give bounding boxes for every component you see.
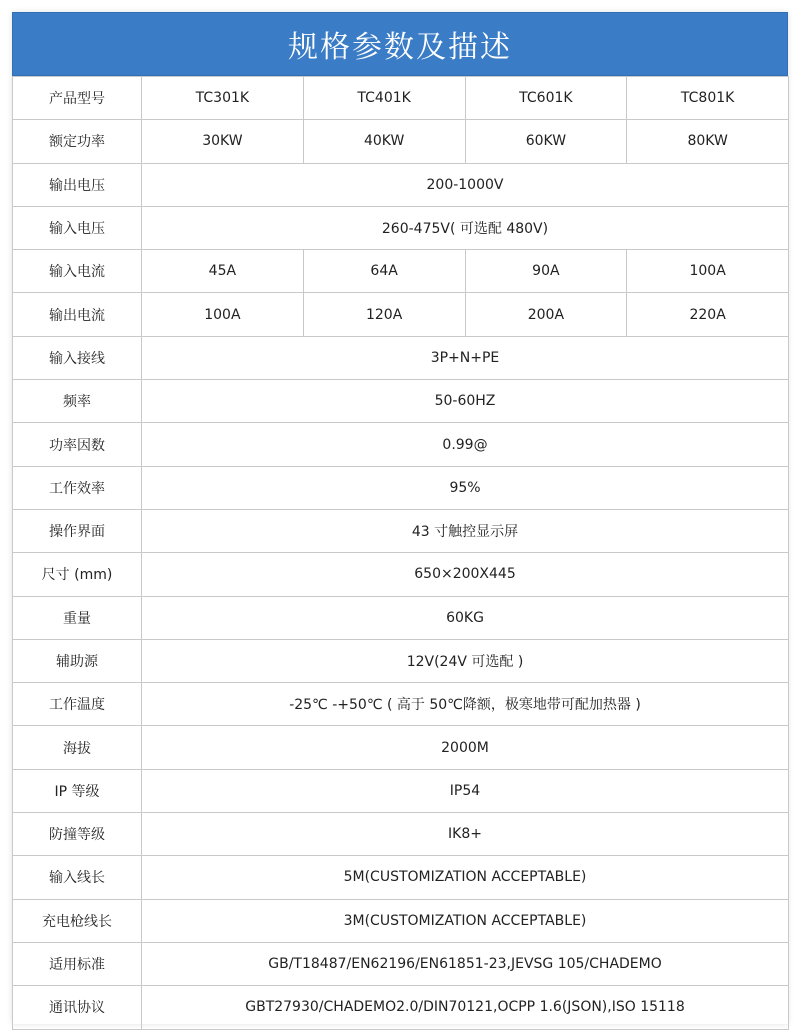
- spec-row-value: 3P+N+PE: [142, 336, 789, 379]
- spec-row-label: 额定功率: [13, 120, 142, 163]
- spec-row-label: 输入线长: [13, 856, 142, 899]
- spec-row: [13, 509, 789, 552]
- spec-row-value: 100A: [627, 250, 789, 293]
- spec-row-label: 充电枪线长: [13, 899, 142, 942]
- spec-row-value: GBT27930/CHADEMO2.0/DIN70121,OCPP 1.6(JSON),ISO 15118: [142, 986, 789, 1029]
- spec-row-value: TC801K: [627, 77, 789, 120]
- spec-row: [13, 553, 789, 596]
- spec-row-label: 尺寸 (mm): [13, 553, 142, 596]
- spec-row-value: 5M(CUSTOMIZATION ACCEPTABLE): [142, 856, 789, 899]
- spec-row-value: 30KW: [142, 120, 304, 163]
- spec-row-value: 12V(24V 可选配 ): [142, 639, 789, 682]
- spec-row-label: 操作界面: [13, 509, 142, 552]
- spec-row: [13, 250, 789, 293]
- spec-row: [13, 942, 789, 985]
- spec-row-value: 3M(CUSTOMIZATION ACCEPTABLE): [142, 899, 789, 942]
- spec-row-label: 工作温度: [13, 683, 142, 726]
- spec-row: [13, 163, 789, 206]
- spec-row-value: 64A: [303, 250, 465, 293]
- spec-row-label: 输入电流: [13, 250, 142, 293]
- spec-row-label: 通讯协议: [13, 986, 142, 1029]
- spec-row-label: 频率: [13, 380, 142, 423]
- spec-row-label: 重量: [13, 596, 142, 639]
- spec-row: [13, 986, 789, 1029]
- spec-row: [13, 336, 789, 379]
- spec-row-label: 产品型号: [13, 77, 142, 120]
- spec-row-label: 功率因数: [13, 423, 142, 466]
- spec-row-value: TC301K: [142, 77, 304, 120]
- spec-row: [13, 856, 789, 899]
- spec-row-value: 120A: [303, 293, 465, 336]
- spec-row: [13, 639, 789, 682]
- spec-row-label: 输入电压: [13, 206, 142, 249]
- spec-row-value: IK8+: [142, 813, 789, 856]
- spec-row-value: 220A: [627, 293, 789, 336]
- spec-row-label: 辅助源: [13, 639, 142, 682]
- spec-row-value: 650×200X445: [142, 553, 789, 596]
- spec-row-value: IP54: [142, 769, 789, 812]
- spec-row-value: 45A: [142, 250, 304, 293]
- spec-table-body: [13, 77, 789, 1030]
- spec-row-label: 工作效率: [13, 466, 142, 509]
- spec-row-value: 95%: [142, 466, 789, 509]
- spec-title-bar: [12, 12, 788, 76]
- spec-row-label: 适用标准: [13, 942, 142, 985]
- spec-row-value: -25℃ -+50℃ ( 高于 50℃降额，极寒地带可配加热器 ): [142, 683, 789, 726]
- spec-sheet: [12, 12, 788, 1030]
- spec-row: [13, 726, 789, 769]
- spec-row: [13, 380, 789, 423]
- spec-row: [13, 423, 789, 466]
- spec-row-value: 200A: [465, 293, 627, 336]
- spec-row-label: 海拔: [13, 726, 142, 769]
- spec-row: [13, 120, 789, 163]
- spec-row: [13, 683, 789, 726]
- spec-row-label: 输入接线: [13, 336, 142, 379]
- spec-table: [12, 76, 789, 1030]
- spec-row-value: 2000M: [142, 726, 789, 769]
- spec-row-value: 50-60HZ: [142, 380, 789, 423]
- spec-row-value: TC601K: [465, 77, 627, 120]
- spec-row-label: 输出电压: [13, 163, 142, 206]
- spec-row: [13, 77, 789, 120]
- spec-row: [13, 206, 789, 249]
- spec-row: [13, 899, 789, 942]
- spec-row: [13, 596, 789, 639]
- spec-title: 规格参数及描述: [288, 30, 512, 65]
- spec-row-value: GB/T18487/EN62196/EN61851-23,JEVSG 105/CHADEMO: [142, 942, 789, 985]
- spec-row-value: 100A: [142, 293, 304, 336]
- spec-row-value: 60KG: [142, 596, 789, 639]
- spec-row-value: 40KW: [303, 120, 465, 163]
- spec-row: [13, 466, 789, 509]
- spec-row-value: 43 寸触控显示屏: [142, 509, 789, 552]
- spec-row-value: 60KW: [465, 120, 627, 163]
- spec-row-value: 200-1000V: [142, 163, 789, 206]
- spec-row: [13, 769, 789, 812]
- spec-row: [13, 813, 789, 856]
- spec-row: [13, 293, 789, 336]
- spec-row-value: 0.99@: [142, 423, 789, 466]
- spec-row-label: IP 等级: [13, 769, 142, 812]
- spec-row-label: 防撞等级: [13, 813, 142, 856]
- spec-row-value: 90A: [465, 250, 627, 293]
- spec-row-value: 260-475V( 可选配 480V): [142, 206, 789, 249]
- spec-row-value: TC401K: [303, 77, 465, 120]
- spec-row-value: 80KW: [627, 120, 789, 163]
- spec-row-label: 输出电流: [13, 293, 142, 336]
